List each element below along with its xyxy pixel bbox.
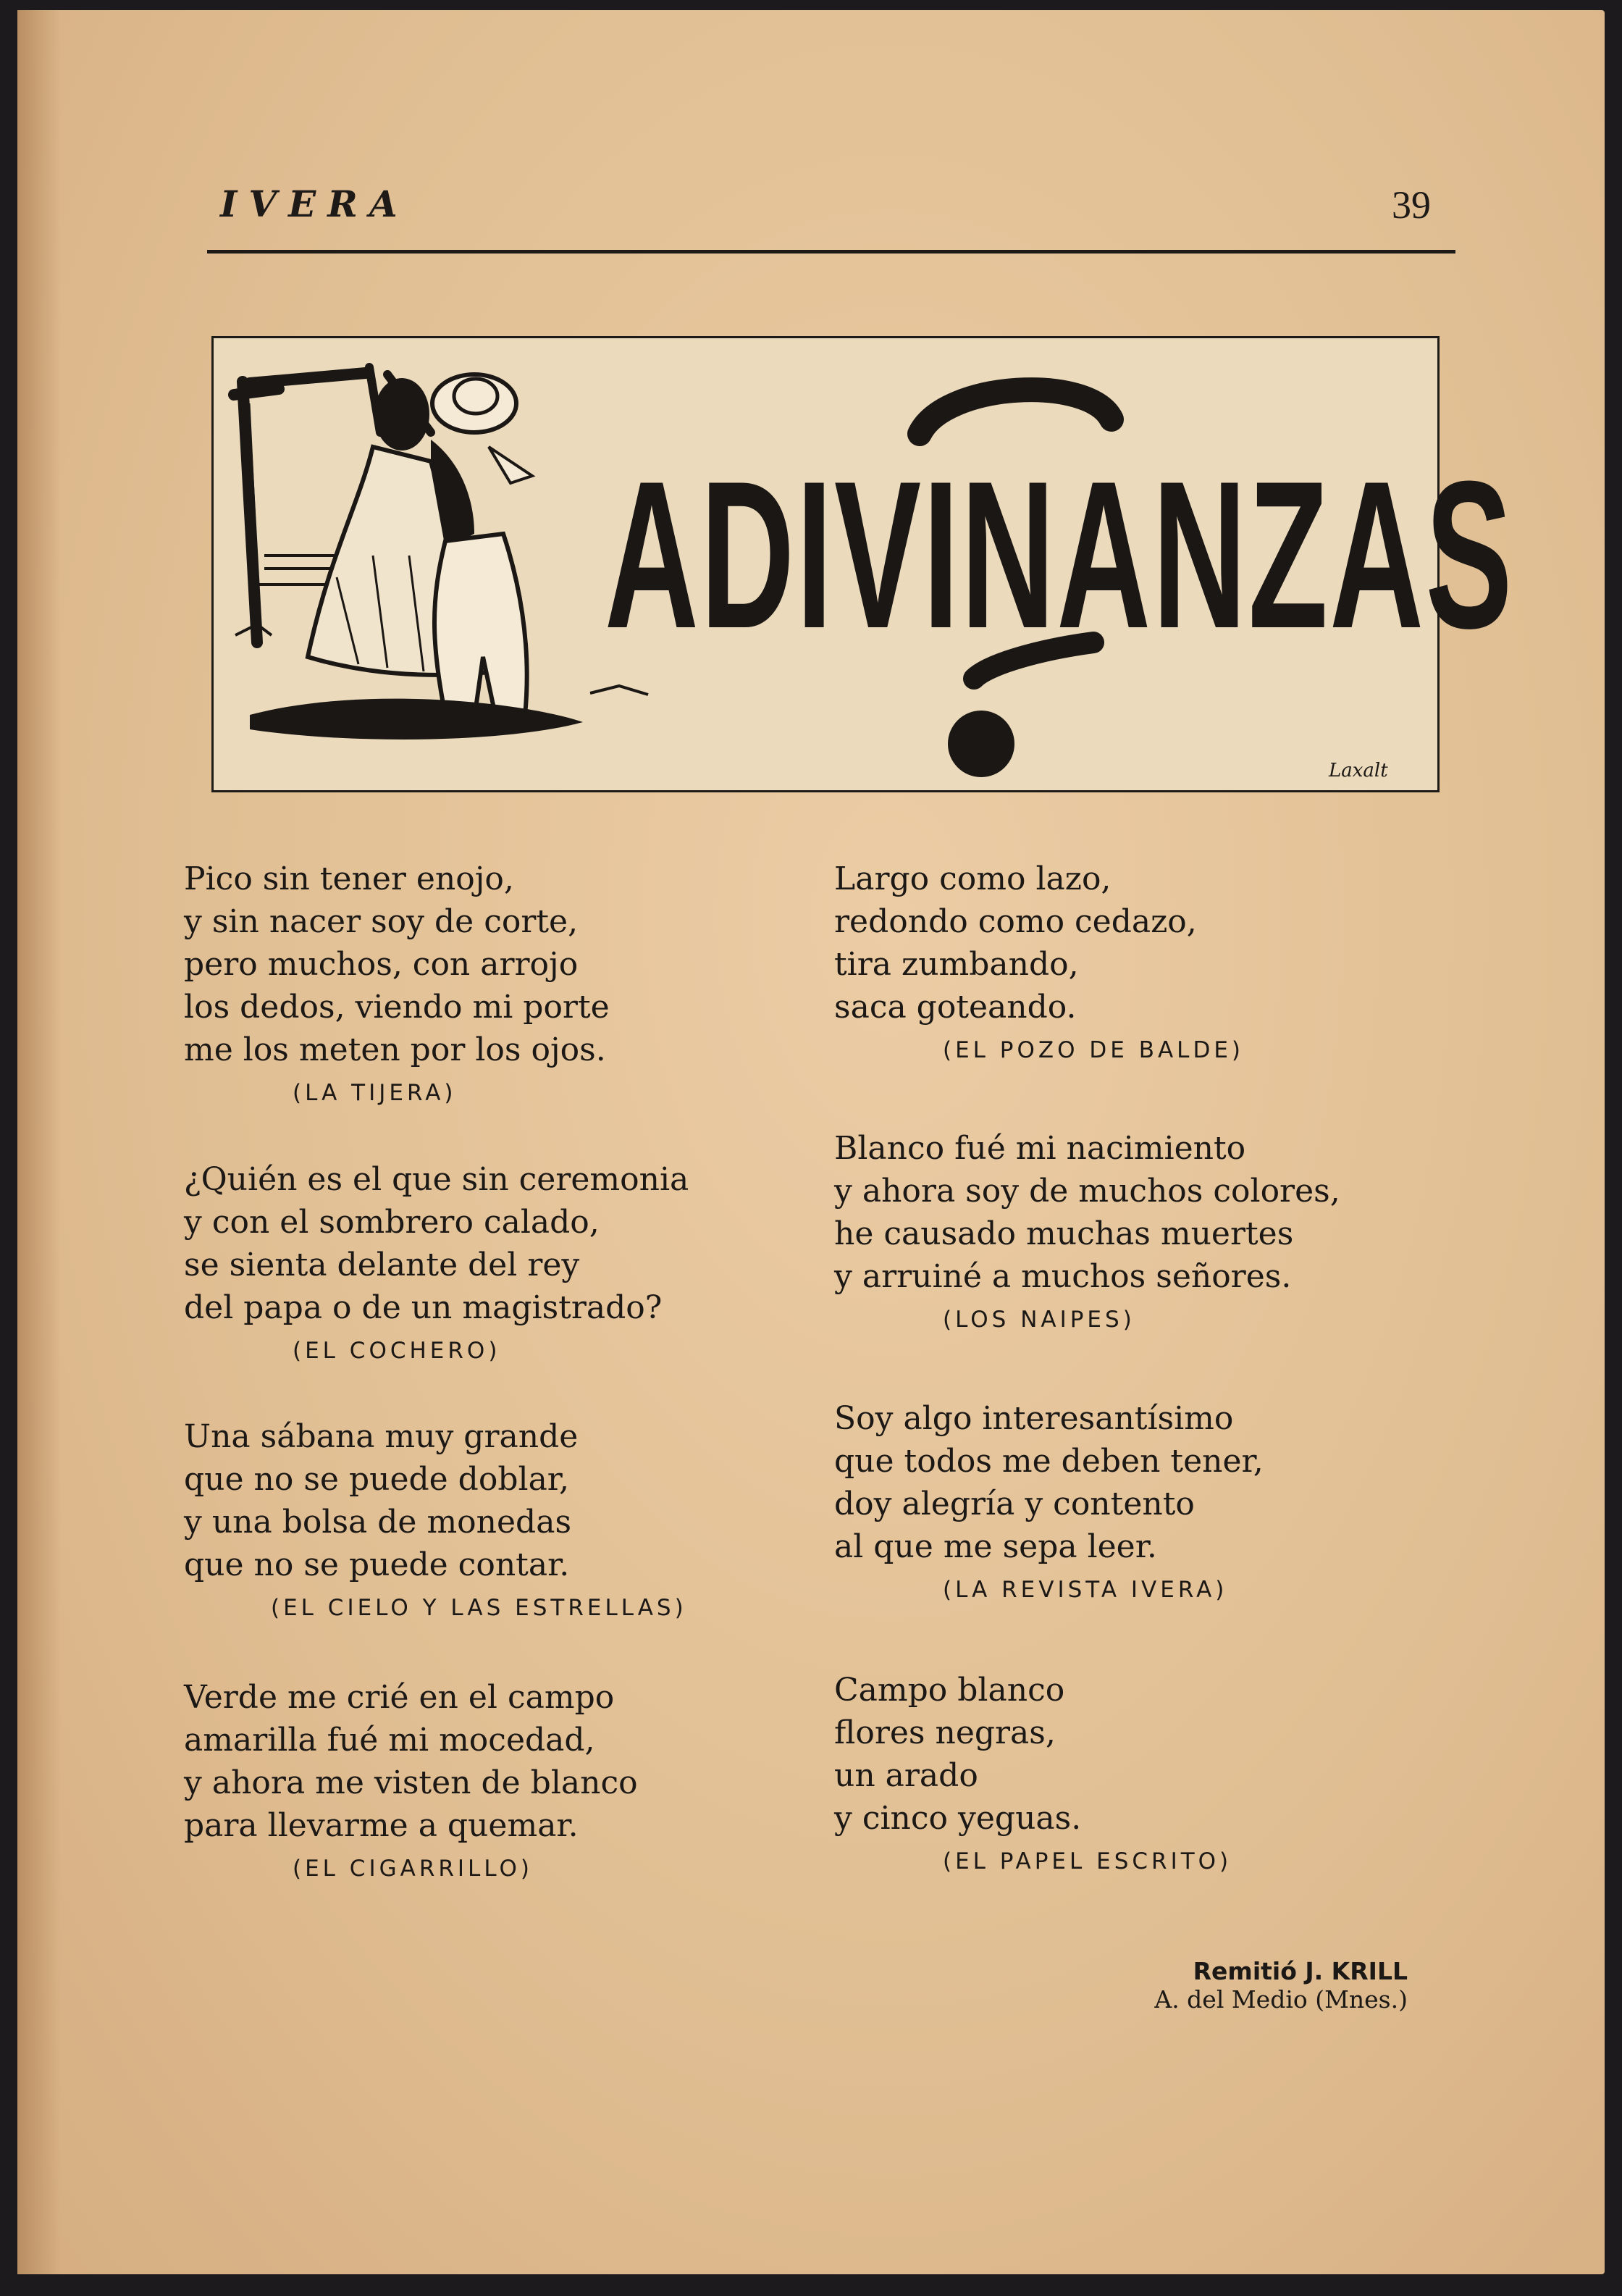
magazine-title: IVERA [220,183,409,225]
riddle-left-1 [184,858,836,1106]
riddle-verse: Una sábana muy grande que no se puede doblar, y una bolsa de monedas que no se puede contar. [184,1418,579,1583]
riddle-answer: (EL CIGARRILLO) [293,1856,533,1882]
riddle-verse: Blanco fué mi nacimiento y ahora soy de muchos colores, he causado muchas muertes y arruiné a muchos señores. [834,1130,1340,1295]
riddle-right-1 [834,858,1486,1063]
riddle-left-3 [184,1415,836,1621]
riddle-right-3 [834,1397,1486,1603]
riddle-left-4 [184,1676,836,1882]
riddle-verse: Campo blanco flores negras, un arado y cinco yeguas. [834,1672,1082,1837]
contributor-credit [1089,1957,1408,2014]
riddle-right-2 [834,1127,1486,1333]
page-number: 39 [1392,183,1431,227]
riddle-answer: (EL COCHERO) [293,1338,501,1364]
title-banner [211,336,1514,792]
credit-location: A. del Medio (Mnes.) [1154,1985,1408,2014]
page-spine-shadow [17,10,61,2274]
riddle-answer: (LA REVISTA IVERA) [943,1577,1228,1603]
riddle-right-4 [834,1669,1486,1874]
credit-name: Remitió J. KRILL [1193,1957,1408,1985]
riddle-left-2 [184,1158,836,1364]
riddle-verse: Verde me crié en el campo amarilla fué mi mocedad, y ahora me visten de blanco para llevarme a quemar. [184,1679,638,1844]
riddle-answer: (EL POZO DE BALDE) [943,1037,1244,1063]
header-rule [207,250,1455,254]
riddle-answer: (LA TIJERA) [293,1080,457,1106]
riddle-answer: (EL PAPEL ESCRITO) [943,1848,1232,1874]
riddle-verse: ¿Quién es el que sin ceremonia y con el sombrero calado, se sienta delante del rey del papa o de un magistrado? [184,1161,689,1326]
riddle-verse: Largo como lazo, redondo como cedazo, tira zumbando, saca goteando. [834,860,1197,1026]
riddle-verse: Soy algo interesantísimo que todos me deben tener, doy alegría y contento al que me sepa leer. [834,1400,1264,1565]
magazine-page [17,10,1605,2274]
riddle-answer: (LOS NAIPES) [943,1307,1135,1333]
banner-title: ADIVINANZAS [605,437,1514,672]
question-mark-dot-icon [948,711,1014,777]
illustrator-signature: Laxalt [1329,760,1388,782]
riddle-answer: (EL CIELO Y LAS ESTRELLAS) [271,1595,687,1621]
riddle-verse: Pico sin tener enojo, y sin nacer soy de corte, pero muchos, con arrojo los dedos, viendo mi porte me los meten por los ojos. [184,860,610,1068]
